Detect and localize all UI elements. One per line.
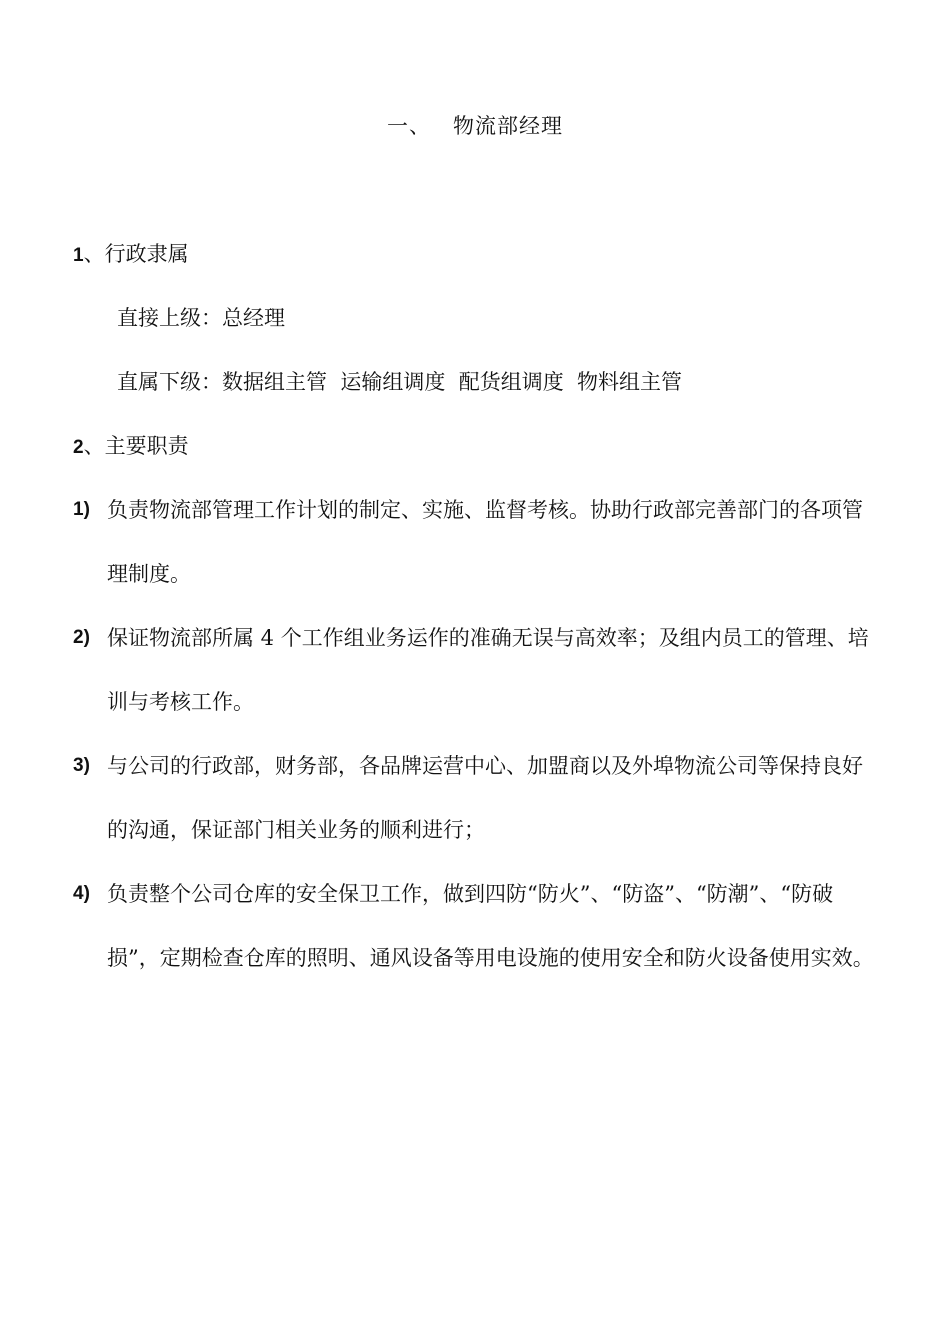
page-title [0, 110, 950, 140]
section-number: 1 [73, 245, 84, 266]
duty-number: 2) [73, 627, 90, 648]
direct-subordinates: 直属下级：数据组主管 运输组调度 配货组调度 物料组主管 [117, 370, 683, 394]
section-number: 2 [73, 437, 84, 458]
duty-text: 负责物流部管理工作计划的制定、实施、监督考核。协助行政部完善部门的各项管理制度。 [107, 498, 863, 586]
title-number: 一、 [387, 114, 431, 138]
duty-number: 1) [73, 499, 90, 520]
direct-superior: 直接上级：总经理 [117, 306, 285, 330]
duty-text: 与公司的行政部，财务部，各品牌运营中心、加盟商以及外埠物流公司等保持良好的沟通，保证部门相关业务的顺利进行； [107, 754, 863, 842]
section-heading-duties [73, 430, 189, 464]
duty-text: 负责整个公司仓库的安全保卫工作，做到四防“防火”、“防盗”、“防潮”、“防破损”，定期检查仓库的照明、通风设备等用电设施的使用安全和防火设备使用实效。 [107, 882, 874, 970]
duty-text: 保证物流部所属 4 个工作组业务运作的准确无误与高效率；及组内员工的管理、培训与考核工作。 [107, 626, 869, 714]
section-label: 、主要职责 [83, 434, 189, 458]
section-label: 、行政隶属 [83, 242, 189, 266]
duty-number: 3) [73, 755, 90, 776]
section-heading-admin [73, 238, 189, 272]
title-text: 物流部经理 [453, 114, 563, 138]
duty-number: 4) [73, 883, 90, 904]
